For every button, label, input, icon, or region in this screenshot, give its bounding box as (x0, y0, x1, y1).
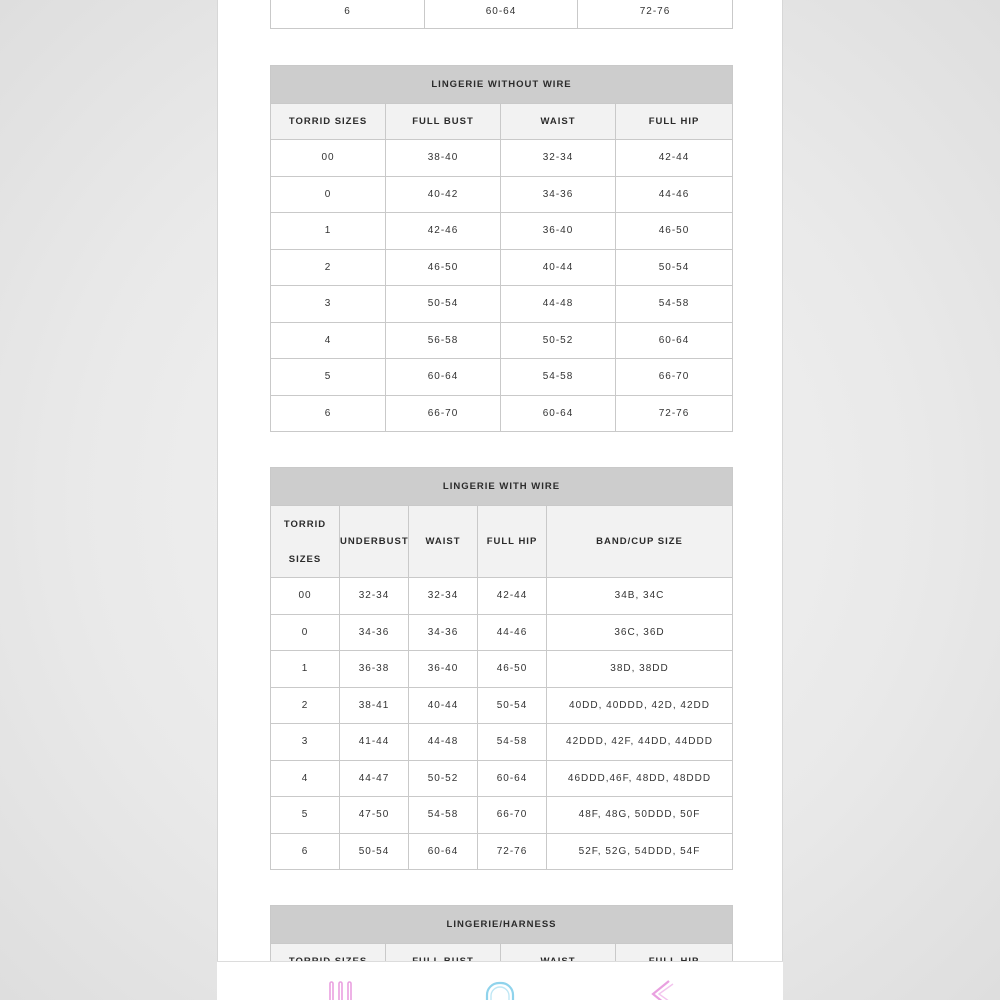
table-cell: 44-46 (616, 176, 733, 213)
table-cell: 54-58 (616, 286, 733, 323)
table-cell: 66-70 (478, 797, 547, 834)
column-header: WAIST (501, 104, 616, 140)
table-row (271, 724, 733, 761)
table-cell: 60-64 (409, 833, 478, 870)
table-cell: 41-44 (340, 724, 409, 761)
table-cell: 50-54 (616, 249, 733, 286)
table-cell: 40-44 (409, 687, 478, 724)
table-cell: 5 (271, 359, 386, 396)
table-cell: 38-40 (386, 140, 501, 177)
column-header: BAND/CUP SIZE (547, 506, 733, 578)
table-cell: 3 (271, 286, 386, 323)
table-row (271, 249, 733, 286)
table-cell: 42-44 (478, 578, 547, 615)
table-cell: 46DDD,46F, 48DD, 48DDD (547, 760, 733, 797)
table-cell: 50-52 (501, 322, 616, 359)
column-header: FULL HIP (616, 104, 733, 140)
table-cell: 56-58 (386, 322, 501, 359)
table-cell: 36-40 (409, 651, 478, 688)
table-cell: 3 (271, 724, 340, 761)
table-row (271, 395, 733, 432)
table-cell: 54-58 (409, 797, 478, 834)
column-header: TORRID SIZES (271, 104, 386, 140)
table-cell: 00 (271, 140, 386, 177)
table-cell: 36-38 (340, 651, 409, 688)
table-cell: 60-64 (386, 359, 501, 396)
table-title: LINGERIE WITH WIRE (271, 468, 733, 506)
table-cell: 36C, 36D (547, 614, 733, 651)
table-cell: 46-50 (478, 651, 547, 688)
table-cell: 0 (271, 614, 340, 651)
table-row (271, 0, 733, 29)
table-cell: 32-34 (501, 140, 616, 177)
table-cell: 6 (271, 833, 340, 870)
table-cell: 52F, 52G, 54DDD, 54F (547, 833, 733, 870)
table-cell: 5 (271, 797, 340, 834)
table-cell: 46-50 (386, 249, 501, 286)
table-row (271, 578, 733, 615)
size-chart-page (217, 0, 783, 1000)
table-cell: 34-36 (340, 614, 409, 651)
table-row (271, 760, 733, 797)
table-cell: 34B, 34C (547, 578, 733, 615)
table-row (271, 176, 733, 213)
table-cell: 2 (271, 687, 340, 724)
table-cell: 32-34 (409, 578, 478, 615)
table-cell: 42-46 (386, 213, 501, 250)
table-cell: 1 (271, 213, 386, 250)
table-cell: 00 (271, 578, 340, 615)
table-cell: 40-42 (386, 176, 501, 213)
back-icon[interactable] (647, 978, 677, 1000)
table-cell: 42DDD, 42F, 44DD, 44DDD (547, 724, 733, 761)
table-cell: 60-64 (425, 0, 578, 29)
table-cell: 34-36 (409, 614, 478, 651)
table-cell: 36-40 (501, 213, 616, 250)
table-cell: 60-64 (501, 395, 616, 432)
table-cell: 42-44 (616, 140, 733, 177)
table-row (271, 797, 733, 834)
menu-icon[interactable] (327, 978, 357, 1000)
table-row (271, 651, 733, 688)
table-cell: 0 (271, 176, 386, 213)
table-cell: 32-34 (340, 578, 409, 615)
table-row (271, 286, 733, 323)
table-cell: 4 (271, 322, 386, 359)
table-cell: 44-46 (478, 614, 547, 651)
column-header: TORRID SIZES (271, 506, 340, 578)
table-cell: 40DD, 40DDD, 42D, 42DD (547, 687, 733, 724)
table-cell: 34-36 (501, 176, 616, 213)
table-cell: 50-52 (409, 760, 478, 797)
previous-size-table (270, 0, 733, 29)
lingerie-without-wire-table (270, 65, 733, 432)
table-row (271, 833, 733, 870)
table-cell: 60-64 (478, 760, 547, 797)
table-row (271, 140, 733, 177)
table-cell: 50-54 (478, 687, 547, 724)
table-cell: 47-50 (340, 797, 409, 834)
table-cell: 6 (271, 395, 386, 432)
table-cell: 60-64 (616, 322, 733, 359)
table-cell: 66-70 (386, 395, 501, 432)
table-cell: 44-48 (409, 724, 478, 761)
table-cell: 38-41 (340, 687, 409, 724)
table-cell: 1 (271, 651, 340, 688)
lingerie-with-wire-table (270, 467, 733, 870)
table-title: LINGERIE WITHOUT WIRE (271, 66, 733, 104)
table-cell: 44-47 (340, 760, 409, 797)
table-cell: 2 (271, 249, 386, 286)
table-cell: 50-54 (386, 286, 501, 323)
column-header: FULL BUST (386, 104, 501, 140)
column-header: UNDERBUST (340, 506, 409, 578)
table-cell: 54-58 (501, 359, 616, 396)
bottom-nav-bar (217, 961, 783, 1000)
table-row (271, 687, 733, 724)
table-cell: 72-76 (616, 395, 733, 432)
table-cell: 66-70 (616, 359, 733, 396)
table-cell: 72-76 (478, 833, 547, 870)
table-row (271, 614, 733, 651)
table-cell: 46-50 (616, 213, 733, 250)
table-cell: 6 (271, 0, 425, 29)
table-cell: 54-58 (478, 724, 547, 761)
column-header: FULL HIP (478, 506, 547, 578)
table-row (271, 322, 733, 359)
table-cell: 50-54 (340, 833, 409, 870)
table-cell: 44-48 (501, 286, 616, 323)
table-cell: 38D, 38DD (547, 651, 733, 688)
table-row (271, 213, 733, 250)
table-row (271, 359, 733, 396)
table-cell: 4 (271, 760, 340, 797)
table-title: LINGERIE/HARNESS (271, 906, 733, 944)
search-icon[interactable] (484, 978, 518, 1000)
table-cell: 40-44 (501, 249, 616, 286)
table-cell: 48F, 48G, 50DDD, 50F (547, 797, 733, 834)
table-cell: 72-76 (578, 0, 733, 29)
column-header: WAIST (409, 506, 478, 578)
